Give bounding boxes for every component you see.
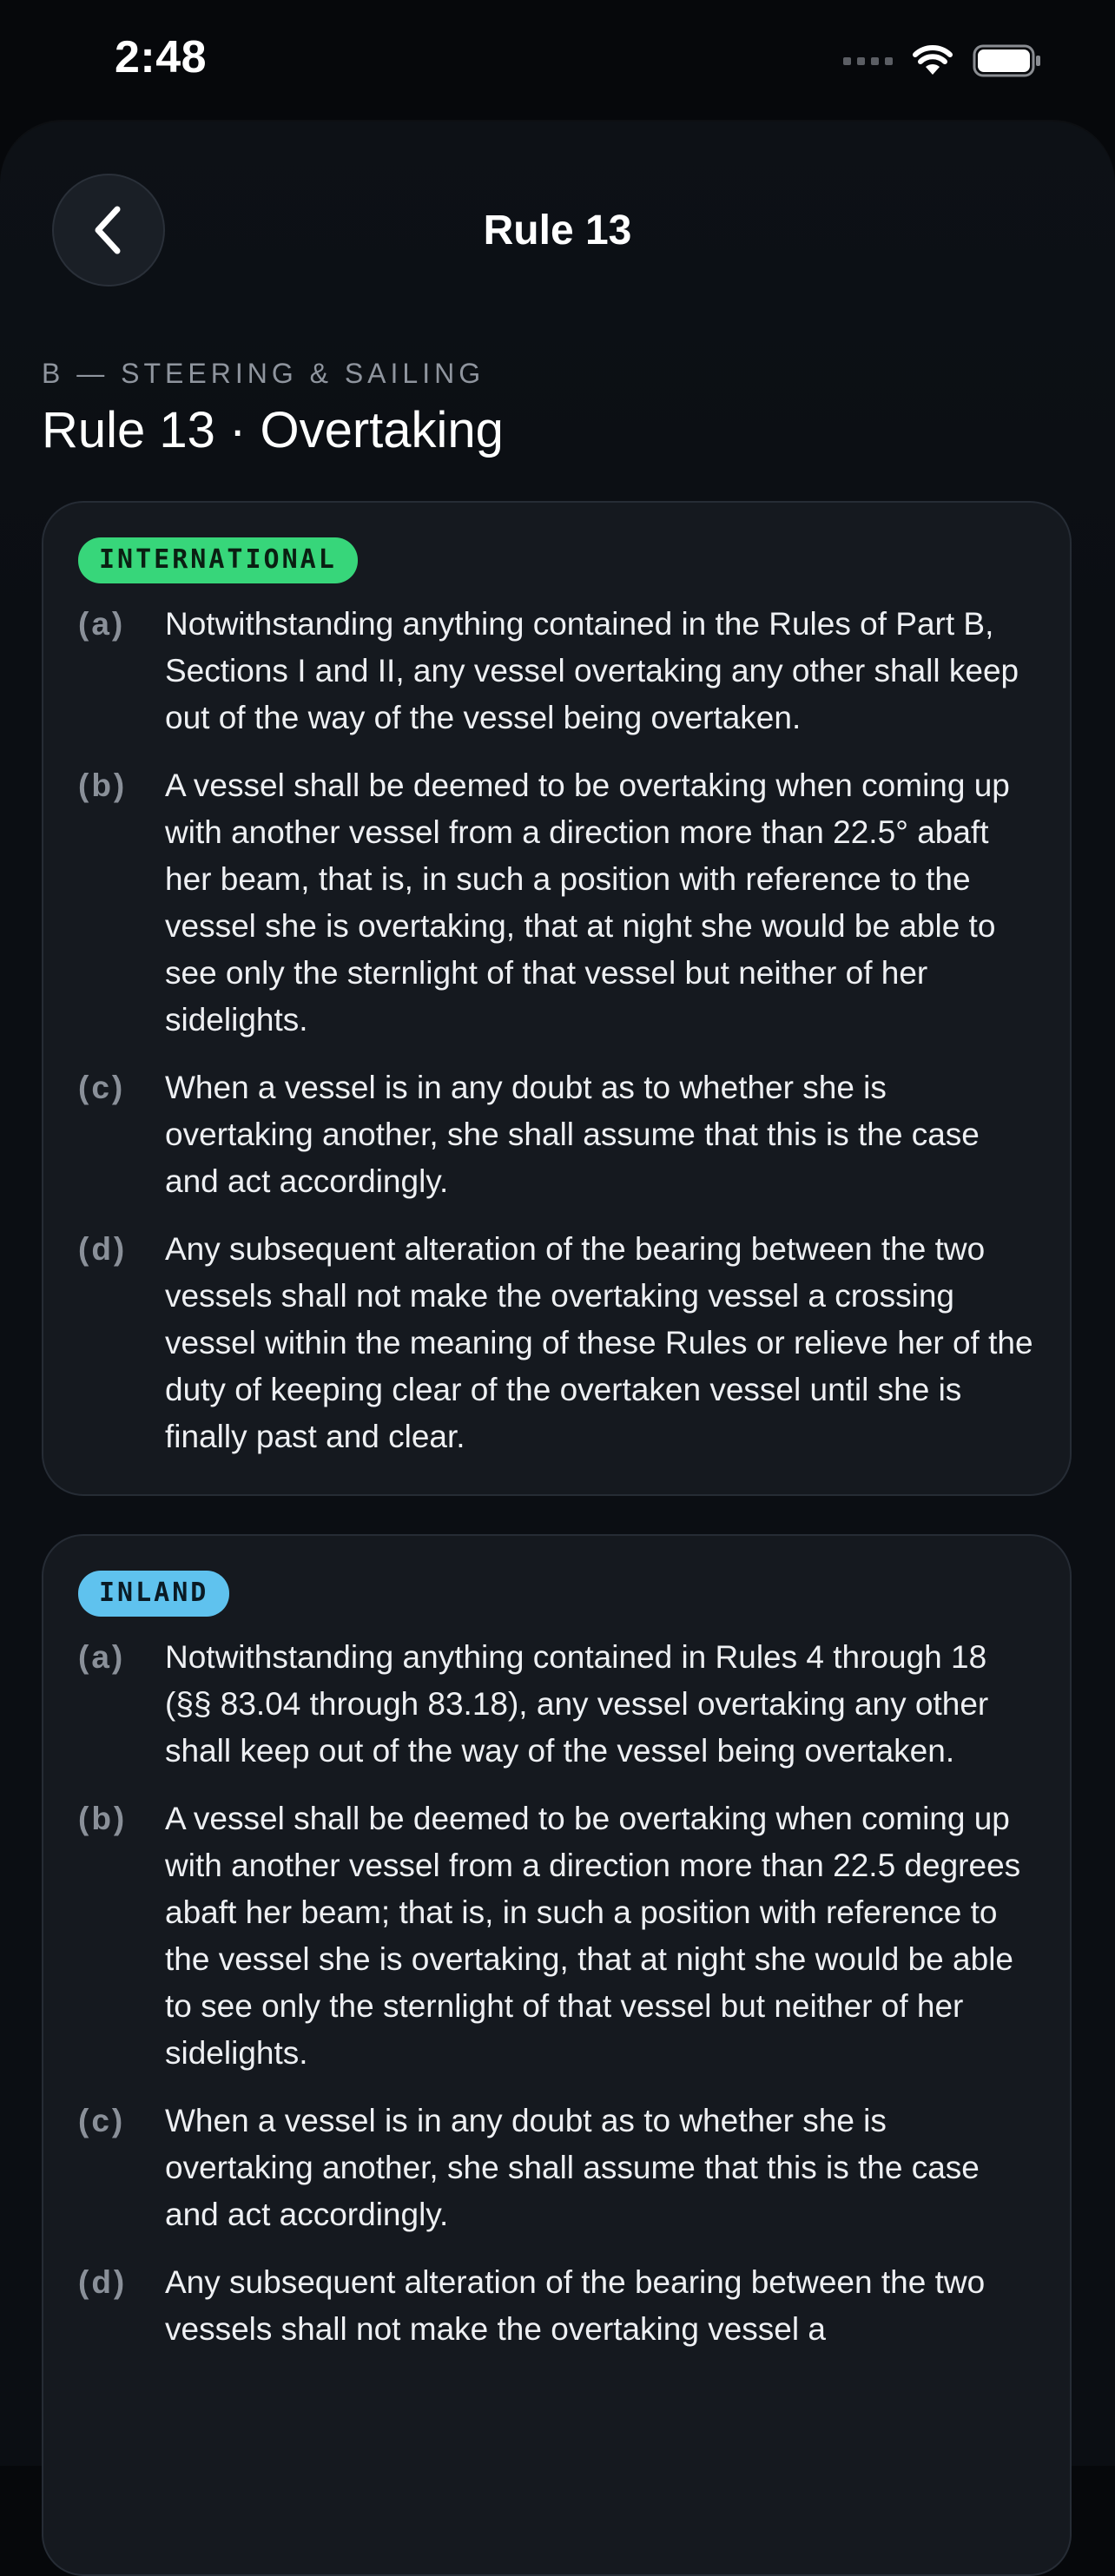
clause-text: A vessel shall be deemed to be overtaking when coming up with another vessel from a direction more than 22.5 degrees abaft her beam; that is, in such a position with reference to the vessel she is overtaking, that at night she would be able to see only the sternlight of that vessel but neither of her sidelights. xyxy=(165,1801,1021,2071)
clause-text: Any subsequent alteration of the bearing between the two vessels shall not make the overtaking vessel a crossing vessel within the meaning of these Rules or relieve her of the duty of keeping clear of the overtaken vessel until she is finally past and clear. xyxy=(165,1231,1033,1454)
status-icons xyxy=(843,43,1042,78)
international-clauses xyxy=(78,601,1035,1460)
inland-badge: INLAND xyxy=(78,1571,229,1617)
clause-text: When a vessel is in any doubt as to whether she is overtaking another, she shall assume that this is the case and act accordingly. xyxy=(165,1070,980,1199)
clause xyxy=(78,1226,1035,1460)
clause-text: Any subsequent alteration of the bearing between the two vessels shall not make the overtaking vessel a xyxy=(165,2264,986,2347)
cellular-signal-icon xyxy=(843,57,893,65)
rule-detail-sheet xyxy=(0,122,1115,2466)
battery-icon xyxy=(973,43,1042,78)
clause-text: Notwithstanding anything contained in Rules 4 through 18 (§§ 83.04 through 83.18), any vessel overtaking any other shall keep out of the way of the vessel being overtaken. xyxy=(165,1639,989,1769)
clause xyxy=(78,2259,1035,2353)
international-badge: INTERNATIONAL xyxy=(78,537,358,583)
clause-text: When a vessel is in any doubt as to whether she is overtaking another, she shall assume that this is the case and act accordingly. xyxy=(165,2103,980,2232)
clause-letter: (b) xyxy=(78,1801,128,1836)
rule-title: Rule 13 · Overtaking xyxy=(42,402,504,458)
navigation-bar xyxy=(0,174,1115,287)
clause-letter: (d) xyxy=(78,1231,128,1267)
international-rule-card xyxy=(42,501,1072,1496)
clause-letter: (c) xyxy=(78,2103,126,2138)
clause xyxy=(78,2098,1035,2238)
clause-text: A vessel shall be deemed to be overtaking when coming up with another vessel from a direction more than 22.5° abaft her beam, that is, in such a position with reference to the vessel she is overtaking, that at night she would be able to see only the sternlight of that vessel but neither of her sidelights. xyxy=(165,768,1010,1038)
clause-letter: (b) xyxy=(78,768,128,803)
clause-letter: (a) xyxy=(78,1639,126,1675)
clause-letter: (a) xyxy=(78,606,126,642)
clause xyxy=(78,1634,1035,1775)
inland-clauses xyxy=(78,1634,1035,2353)
clause-letter: (d) xyxy=(78,2264,128,2300)
clause-text: Notwithstanding anything contained in the Rules of Part B, Sections I and II, any vessel overtaking any other shall keep out of the way of the vessel being overtaken. xyxy=(165,606,1019,735)
clause xyxy=(78,601,1035,741)
status-time: 2:48 xyxy=(115,32,208,82)
part-label: B — STEERING & SAILING xyxy=(42,358,485,389)
wifi-icon xyxy=(912,45,953,76)
inland-rule-card xyxy=(42,1534,1072,2576)
nav-title: Rule 13 xyxy=(483,208,632,254)
status-bar xyxy=(0,0,1115,122)
clause xyxy=(78,762,1035,1044)
clause xyxy=(78,1795,1035,2077)
clause xyxy=(78,1064,1035,1205)
clause-letter: (c) xyxy=(78,1070,126,1105)
